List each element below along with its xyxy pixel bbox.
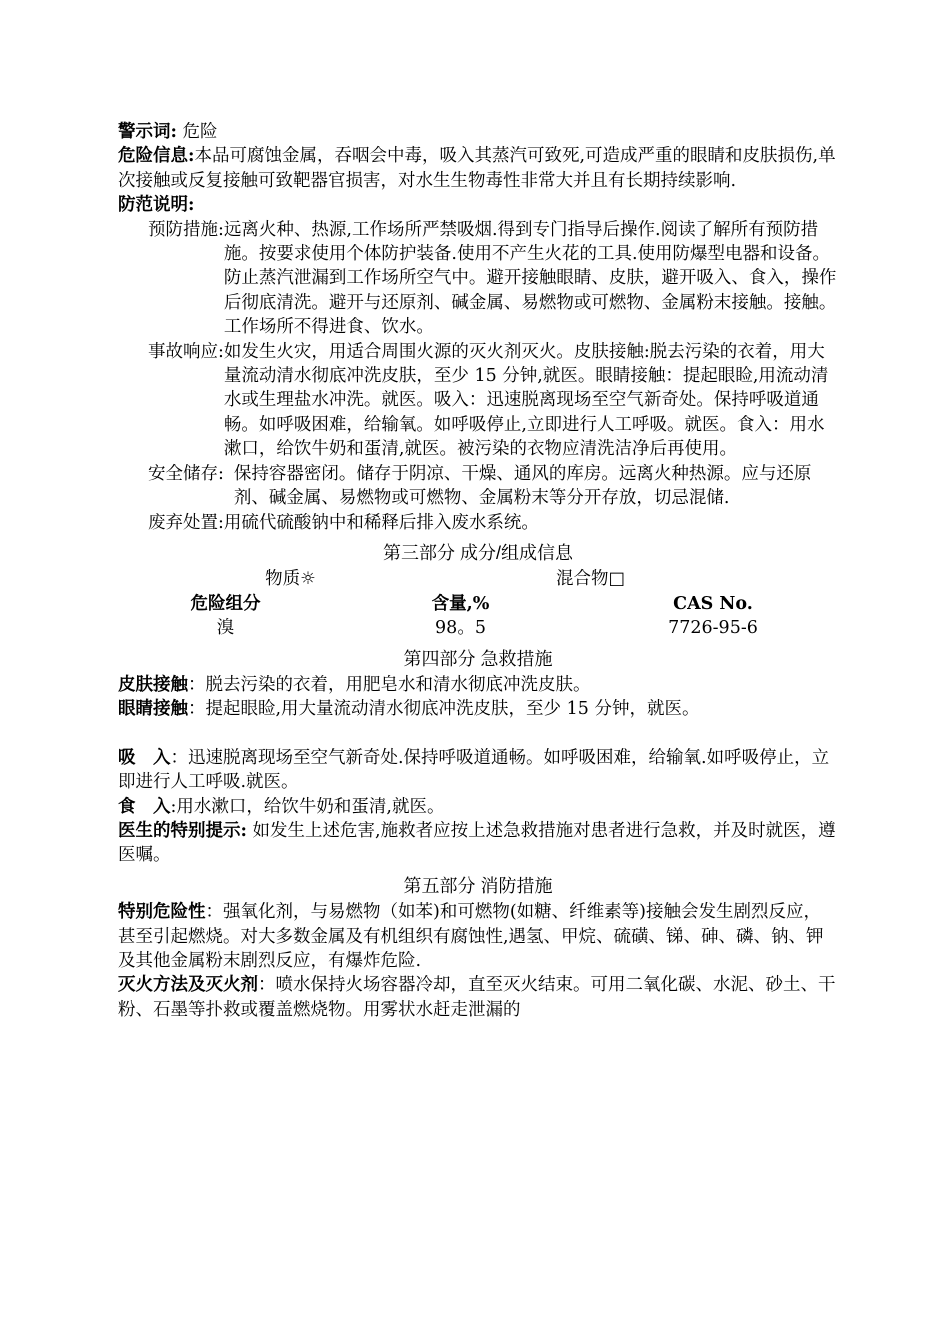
part3-title: 第三部分 成分/组成信息 <box>382 542 573 563</box>
precaution-item-label: 预防措施: <box>148 219 224 240</box>
doctor-note-text: 如发生上述危害,施救者应按上述急救措施对患者进行急救，并及时就医，遵医嘱。 <box>118 820 836 866</box>
extinguish-method-text: ：喷水保持火场容器冷却，直至灭火结束。可用二氧化碳、水泥、砂土、干粉、石墨等扑救或覆盖燃烧物。用雾状水赶走泄漏的 <box>118 975 836 1020</box>
table-cell: 7726-95-6 <box>668 618 758 639</box>
ingestion-text: :用水漱口，给饮牛奶和蛋清,就医。 <box>170 796 445 817</box>
signal-word-value: 危险 <box>182 122 218 142</box>
spacer <box>118 722 838 746</box>
skin-contact-label: 皮肤接触 <box>118 674 188 695</box>
substance-type-row <box>118 567 838 591</box>
column-header: CAS No. <box>673 593 753 614</box>
extinguish-method-label: 灭火方法及灭火剂 <box>118 975 258 996</box>
column-header: 危险组分 <box>190 593 261 614</box>
substance-label: 物质☼ <box>265 569 316 590</box>
hazard-info-text: 本品可腐蚀金属，吞咽会中毒，吸入其蒸汽可致死,可造成严重的眼睛和皮肤损伤,单次接触或反复接触可致靶器官损害，对水生生物毒性非常大并且有长期持续影响. <box>118 146 836 191</box>
eye-contact-label: 眼睛接触 <box>118 699 188 720</box>
precaution-item <box>148 462 838 511</box>
table-cell: 溴 <box>216 618 235 639</box>
composition-table <box>118 592 838 641</box>
eye-contact-paragraph <box>118 697 838 721</box>
special-hazard-label: 特别危险性 <box>118 902 206 923</box>
doctor-note-paragraph <box>118 819 838 868</box>
mixture-label: 混合物□ <box>555 569 626 590</box>
inhalation-text: ：迅速脱离现场至空气新奇处.保持呼吸道通畅。如呼吸困难，给输氧.如呼吸停止，立即进行人工呼吸.就医。 <box>118 747 830 793</box>
precaution-item-text: 用硫代硫酸钠中和稀释后排入废水系统。 <box>223 512 539 533</box>
table-cell: 98。5 <box>435 618 486 639</box>
precaution-item-text: 如发生火灾，用适合周围火源的灭火剂灭火。皮肤接触:脱去污染的衣着，用大量流动清水彻底冲洗皮肤，至少 15 分钟,就医。眼睛接触：提起眼睑,用流动清水或生理盐水冲洗。就医。吸入：迅速脱离现场至空气新奇处。保持呼吸道通畅。如呼吸困难，给输氧。如呼吸停止,立即进行人工呼吸。就医。食入：用水漱口，给饮牛奶和蛋清,就医。被污染的衣物应清洗洁净后再使用。 <box>223 341 829 460</box>
precaution-item <box>148 218 838 340</box>
extinguish-method-paragraph <box>118 973 838 1022</box>
ingestion-label: 食 入 <box>118 796 171 817</box>
precaution-item-text: 远离火种、热源,工作场所严禁吸烟.得到专门指导后操作.阅读了解所有预防措施。按要求使用个体防护装备.使用不产生火花的工具.使用防爆型电器和设备。防止蒸汽泄漏到工作场所空气中。避开接触眼睛、皮肤，避开吸入、食入，操作后彻底清洗。避开与还原剂、碱金属、易燃物或可燃物、金属粉末接触。接触。工作场所不得进食、饮水。 <box>223 219 837 338</box>
precaution-label: 防范说明: <box>118 195 195 216</box>
hazard-info-paragraph <box>118 144 838 193</box>
inhalation-paragraph <box>118 746 838 795</box>
part4-title: 第四部分 急救措施 <box>403 648 553 669</box>
document-page <box>118 120 838 1022</box>
eye-contact-text: ：提起眼睑,用大量流动清水彻底冲洗皮肤，至少 15 分钟，就医。 <box>188 699 700 720</box>
special-hazard-text: ：强氧化剂，与易燃物（如苯)和可燃物(如糖、纤维素等)接触会发生剧烈反应，甚至引起燃烧。对大多数金属及有机组织有腐蚀性,遇氢、甲烷、硫磺、锑、砷、磷、钠、钾及其他金属粉末剧烈反应，有爆炸危险. <box>118 902 824 971</box>
precaution-item <box>148 511 838 535</box>
signal-word-label: 警示词: <box>118 122 177 142</box>
skin-contact-paragraph <box>118 673 838 697</box>
doctor-note-label: 医生的特别提示: <box>118 820 247 841</box>
hazard-info-label: 危险信息: <box>118 146 195 167</box>
inhalation-label: 吸 入 <box>118 747 171 768</box>
precaution-item <box>148 340 838 462</box>
ingestion-paragraph <box>118 795 838 819</box>
precaution-item-text: 保持容器密闭。储存于阴凉、干燥、通风的库房。远离火种热源。应与还原剂、碱金属、易燃物或可燃物、金属粉末等分开存放，切忌混储. <box>233 463 812 509</box>
column-header: 含量,% <box>431 593 490 614</box>
precaution-item-label: 事故响应: <box>148 341 224 362</box>
part5-title: 第五部分 消防措施 <box>403 875 553 896</box>
special-hazard-paragraph <box>118 900 838 973</box>
skin-contact-text: ：脱去污染的衣着，用肥皂水和清水彻底冲洗皮肤。 <box>188 674 591 695</box>
precaution-item-label: 安全储存: <box>148 463 224 484</box>
precaution-item-label: 废弃处置: <box>148 512 224 533</box>
signal-word-line <box>118 120 838 144</box>
